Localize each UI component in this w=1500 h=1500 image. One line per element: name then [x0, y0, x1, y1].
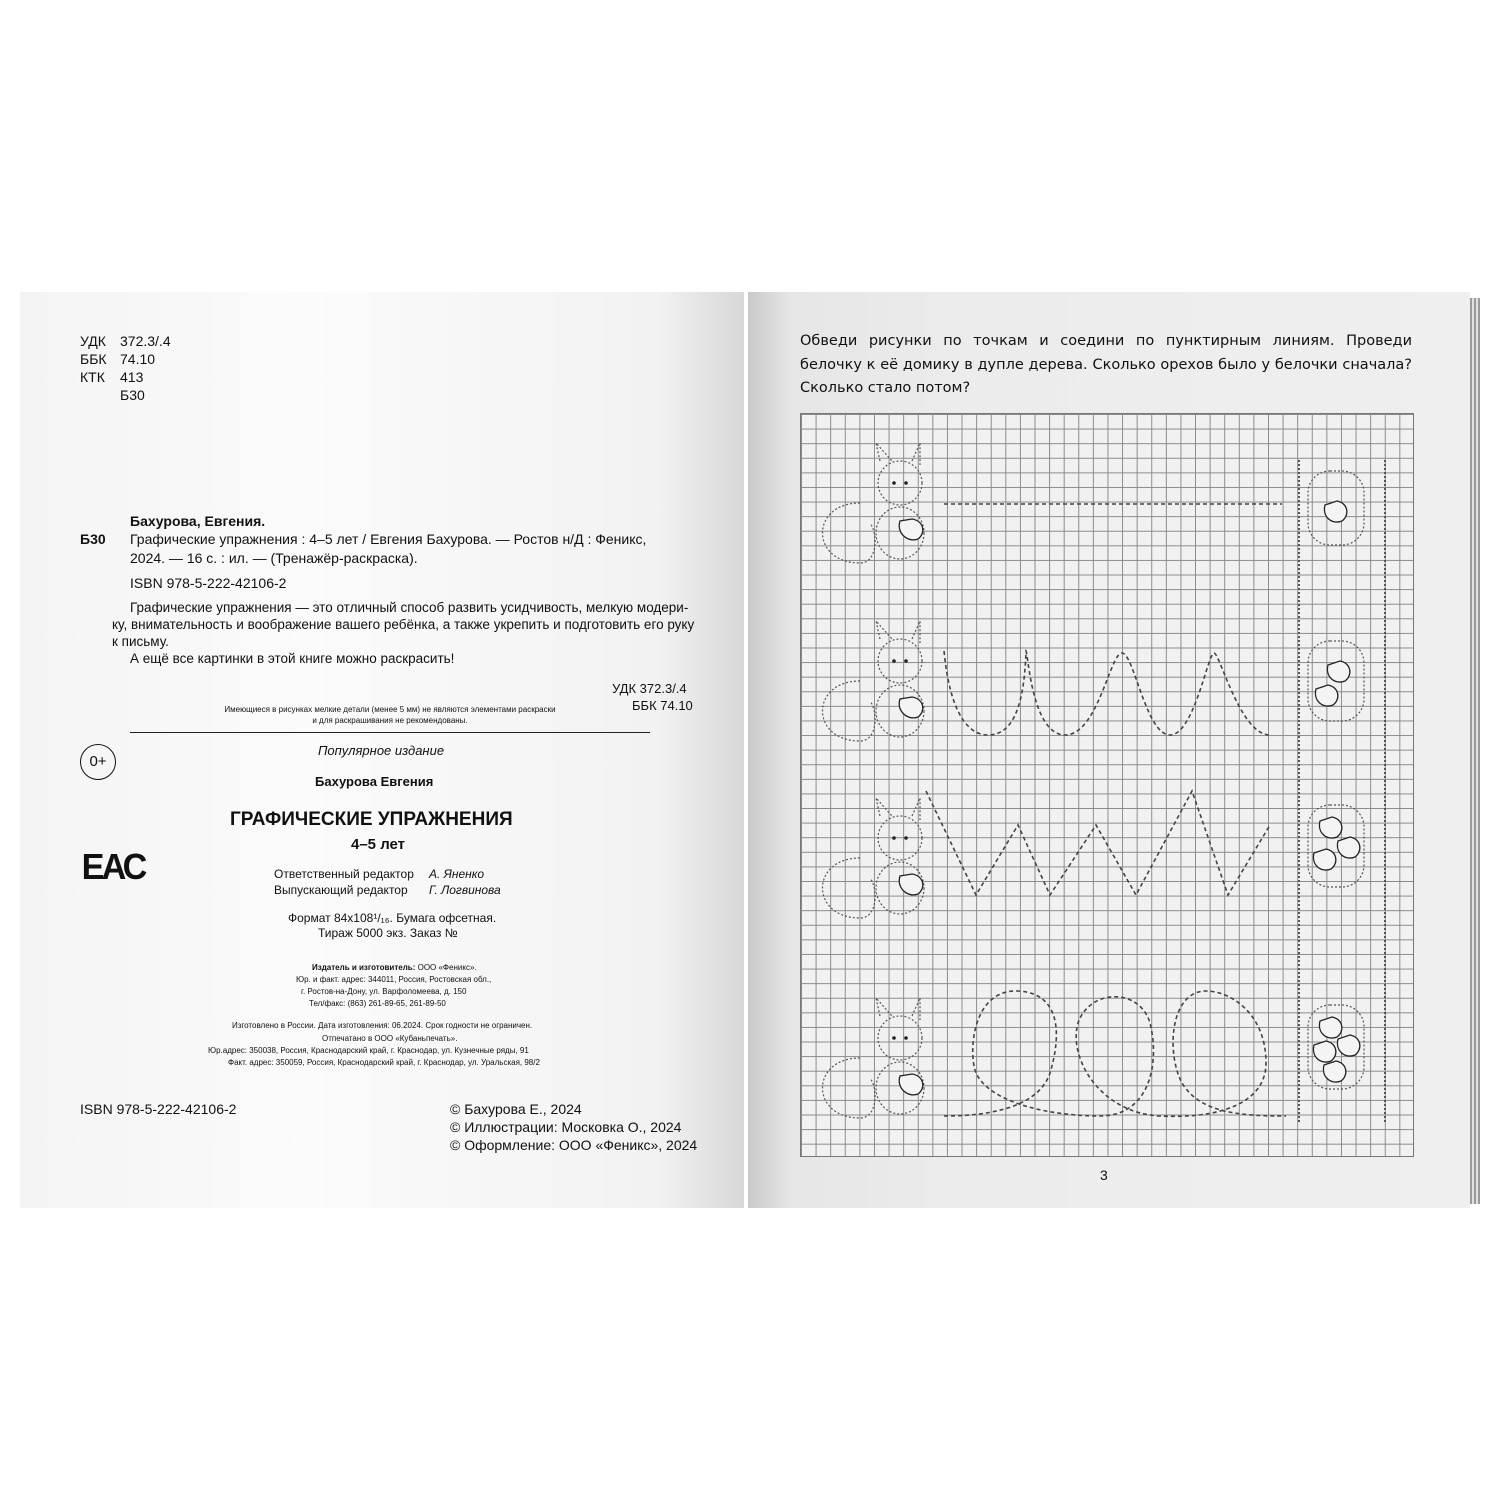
squirrel-icon [823, 998, 925, 1118]
library-code-row [80, 386, 171, 404]
isbn-line: ISBN 978-5-222-42106-2 [130, 575, 287, 591]
warning-line: Имеющиеся в рисунках мелкие детали (менее 5 мм) не являются элементами раскраски [224, 705, 556, 714]
nut-icon [899, 519, 923, 540]
eac-mark: ЕАС [81, 846, 145, 887]
bbk-right: ББК 74.10 [632, 698, 693, 713]
nut-icon [1327, 661, 1349, 682]
nut-icon [1323, 1061, 1345, 1082]
publisher-address: г. Ростов-на-Дону, ул. Варфоломеева, д. 150 [301, 987, 467, 996]
editor-role: Ответственный редактор [274, 867, 414, 881]
code-key: УДК [80, 333, 106, 349]
annotation-line: к письму. [112, 634, 169, 649]
copyright-line: © Иллюстрации: Московка О., 2024 [450, 1119, 682, 1135]
library-codes [80, 332, 171, 404]
nut-icon [1337, 1035, 1359, 1056]
squirrel-icon [823, 621, 925, 741]
release-editor-role: Выпускающий редактор [274, 883, 408, 897]
nut-icon [1315, 685, 1337, 706]
page-number: 3 [1100, 1167, 1108, 1183]
loop-line [944, 991, 1286, 1116]
printer-address: Юр.адрес: 350038, Россия, Краснодарский край, г. Краснодар, ул. Кузнечные ряды, 91 [208, 1046, 529, 1055]
release-editor-name: Г. Логвинова [429, 883, 501, 897]
annotation-line: Графические упражнения — это отличный способ развить усидчивость, мелкую модери- [130, 600, 689, 615]
squirrel-icon [823, 798, 925, 918]
printed-at: Отпечатано в ООО «Кубаньпечать». [322, 1034, 458, 1043]
page-edges [1470, 298, 1480, 1204]
nut-icon [899, 697, 923, 718]
biblio-line: 2024. — 16 с. : ил. — (Тренажёр-раскраска). [130, 550, 418, 566]
copyright-line: © Бахурова Е., 2024 [450, 1101, 582, 1117]
format-line: Формат 84x108¹/₁₆. Бумага офсетная. [288, 911, 497, 925]
nut-icon [1319, 1017, 1341, 1038]
squirrel-icon [823, 443, 925, 563]
nut-icon [899, 1074, 923, 1095]
wavy-line [944, 651, 1270, 735]
nut-icon [1319, 817, 1341, 838]
editor-name: А. Яненко [429, 867, 485, 881]
code-key: ББК [80, 351, 107, 367]
author-name: Бахурова Евгения [315, 774, 434, 789]
library-code-row [80, 350, 171, 368]
annotation-line: А ещё все картинки в этой книге можно раскрасить! [130, 651, 455, 666]
popular-edition: Популярное издание [318, 743, 445, 758]
library-code-row [80, 368, 171, 386]
code-key: КТК [80, 369, 105, 385]
divider [130, 732, 650, 733]
exercise-instruction: Обведи рисунки по точкам и соедини по пунктирным линиям. Проведи белочку к её домику в дупле дерева. Сколько орехов было у белочки сначала? Сколько стало потом? [800, 333, 1412, 396]
library-code-row [80, 332, 171, 350]
nut-icon [1324, 501, 1346, 522]
code-value: 372.3/.4 [120, 333, 171, 349]
tracing-exercises [800, 413, 1412, 1155]
nut-icon [1337, 837, 1359, 858]
publisher-line [312, 963, 477, 972]
printer-address: Факт. адрес: 350059, Россия, Краснодарский край, г. Краснодар, ул. Уральская, 98/2 [228, 1058, 540, 1067]
nut-icon [899, 874, 923, 895]
publisher-address: Юр. и факт. адрес: 344011, Россия, Ростовская обл., [296, 975, 492, 984]
isbn-bottom: ISBN 978-5-222-42106-2 [80, 1101, 237, 1117]
call-mark: Б30 [80, 531, 106, 547]
age-range: 4–5 лет [351, 836, 406, 853]
code-value: 413 [120, 369, 144, 385]
biblio-line: Графические упражнения : 4–5 лет / Евгения Бахурова. — Ростов н/Д : Феникс, [130, 531, 647, 547]
code-value: Б30 [120, 387, 145, 403]
code-value: 74.10 [120, 351, 156, 367]
nut-icon [1313, 849, 1335, 870]
book-title: ГРАФИЧЕСКИЕ УПРАЖНЕНИЯ [230, 809, 513, 830]
copyright-line: © Оформление: ООО «Феникс», 2024 [450, 1137, 698, 1153]
nut-icon [1313, 1041, 1335, 1062]
publisher-name: ООО «Феникс». [417, 963, 477, 972]
zigzag-line [926, 791, 1270, 895]
warning-line: и для раскрашивания не рекомендованы. [312, 716, 468, 725]
publisher-phone: Тел/факс: (863) 261-89-65, 261-89-50 [309, 999, 446, 1008]
annotation-line: ку, внимательность и воображение вашего ребёнка, а также укрепить и подготовить его руку [112, 617, 695, 632]
manufacture-note: Изготовлено в России. Дата изготовления: 06.2024. Срок годности не ограничен. [232, 1021, 533, 1030]
print-run: Тираж 5000 экз. Заказ № [318, 926, 458, 940]
age-badge: 0+ [80, 744, 116, 780]
udk-right: УДК 372.3/.4 [612, 681, 687, 696]
author-heading: Бахурова, Евгения. [130, 513, 266, 529]
publisher-label: Издатель и изготовитель: [312, 963, 416, 972]
